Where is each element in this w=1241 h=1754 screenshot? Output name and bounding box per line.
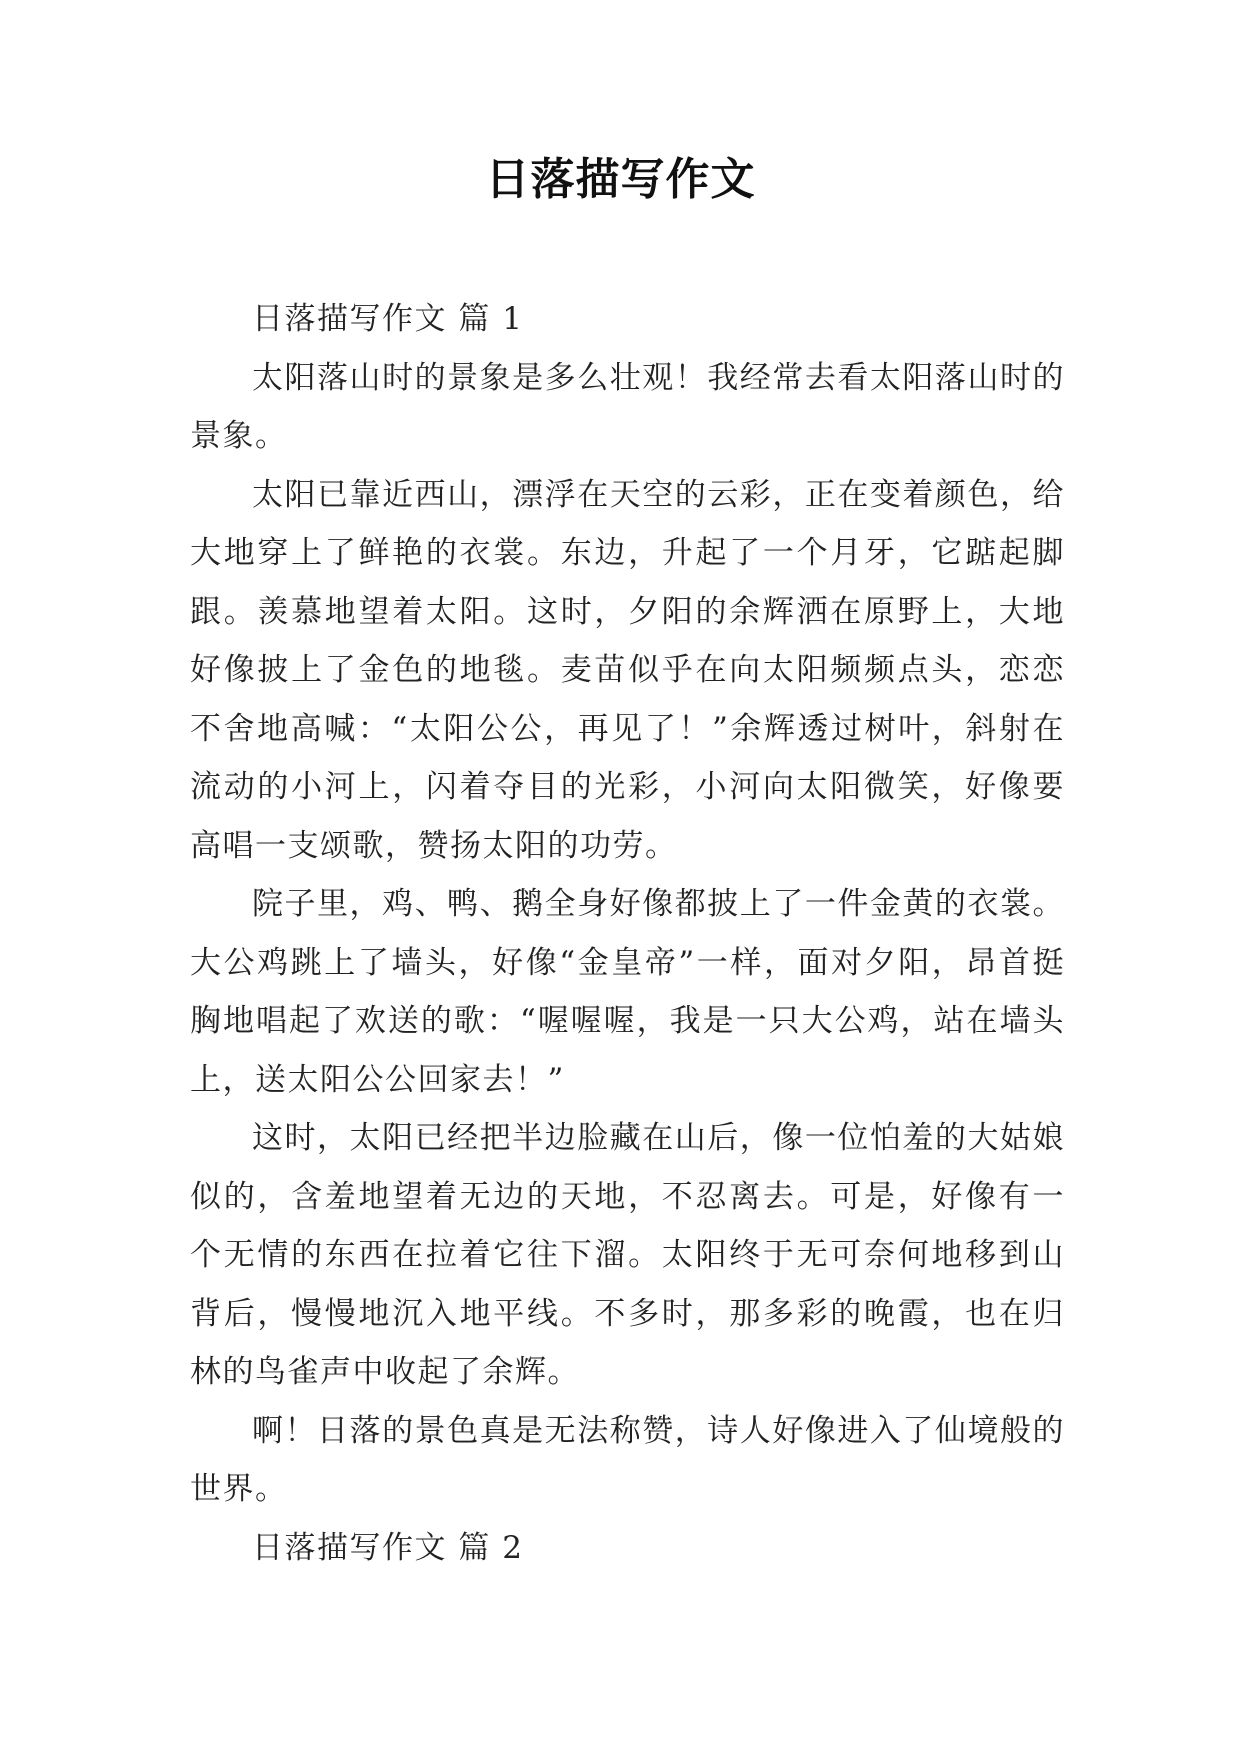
paragraph: 啊！日落的景色真是无法称赞，诗人好像进入了仙境般的世界。	[190, 1412, 1065, 1507]
document-body	[190, 290, 1065, 1577]
section-heading-2: 日落描写作文 篇 2	[252, 1529, 524, 1566]
document-title: 日落描写作文	[485, 154, 756, 205]
paragraph: 院子里，鸡、鸭、鹅全身好像都披上了一件金黄的衣裳。大公鸡跳上了墙头，好像“金皇帝”一样，面对夕阳，昂首挺胸地唱起了欢送的歌：“喔喔喔，我是一只大公鸡，站在墙头上，送太阳公公回家去！”	[190, 886, 1065, 1098]
paragraph: 太阳落山时的景象是多么壮观！我经常去看太阳落山时的景象。	[190, 359, 1065, 454]
paragraph: 这时，太阳已经把半边脸藏在山后，像一位怕羞的大姑娘似的，含羞地望着无边的天地，不忍离去。可是，好像有一个无情的东西在拉着它往下溜。太阳终于无可奈何地移到山背后，慢慢地沉入地平线。不多时，那多彩的晚霞，也在归林的鸟雀声中收起了余辉。	[190, 1120, 1065, 1390]
section-heading-1: 日落描写作文 篇 1	[252, 301, 524, 337]
paragraph: 太阳已靠近西山，漂浮在天空的云彩，正在变着颜色，给大地穿上了鲜艳的衣裳。东边，升起了一个月牙，它踮起脚跟。羡慕地望着太阳。这时，夕阳的余辉洒在原野上，大地好像披上了金色的地毯。麦苗似乎在向太阳频频点头，恋恋不舍地高喊：“太阳公公，再见了！”余辉透过树叶，斜射在流动的小河上，闪着夺目的光彩，小河向太阳微笑，好像要高唱一支颂歌，赞扬太阳的功劳。	[190, 476, 1065, 864]
